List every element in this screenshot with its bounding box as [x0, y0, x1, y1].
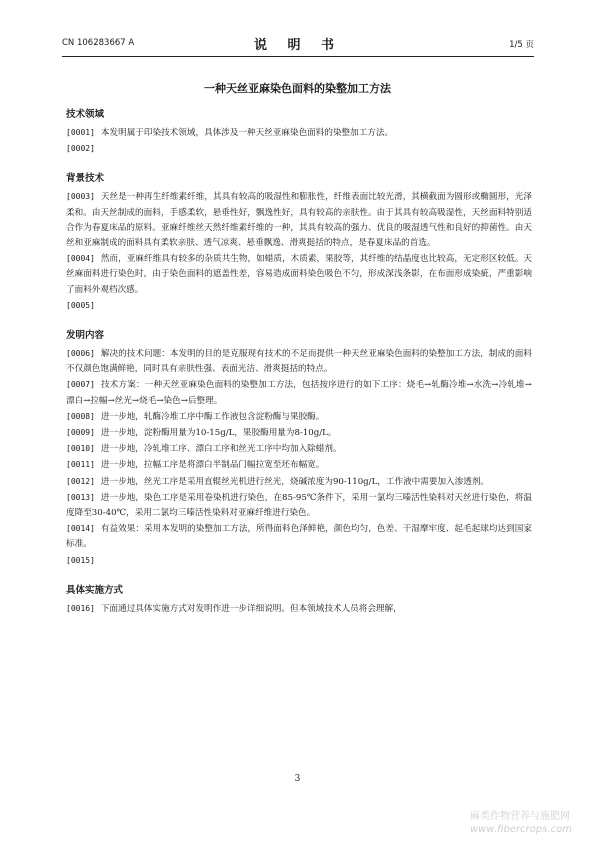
paragraph-number: [0010]	[66, 444, 95, 454]
site-watermark	[470, 811, 590, 836]
paragraph-number: [0008]	[66, 411, 95, 421]
paragraph-number: [0007]	[66, 380, 95, 390]
paragraph-text: 进一步地，拉幅工序是将漂白半制品门幅拉宽至坯布幅宽。	[100, 460, 325, 471]
section-heading-summary: 发明内容	[66, 330, 105, 342]
paragraph-0011	[66, 457, 532, 473]
publication-number: CN 106283667 A	[62, 38, 135, 48]
paragraph-text: 有益效果：采用本发明的染整加工方法，所得面料色泽鲜艳，颜色均匀，色差、干湿摩牢度、起毛起球均达到国家标准。	[66, 524, 532, 550]
paragraph-0010	[66, 441, 532, 457]
paragraph-0007	[66, 377, 532, 408]
page-header	[62, 36, 534, 52]
paragraph-0002	[66, 141, 532, 157]
paragraph-text: 技术方案：一种天丝亚麻染色面料的染整加工方法，包括按序进行的如下工序：烧毛→轧酶冷堆→水洗→冷轧堆→漂白→拉幅→丝光→烧毛→染色→后整理。	[66, 380, 532, 406]
paragraph-text: 进一步地，轧酶冷堆工序中酶工作液包含淀粉酶与果胶酶。	[100, 411, 325, 422]
paragraph-0013	[66, 490, 532, 521]
paragraph-0001	[66, 125, 532, 141]
paragraph-number: [0016]	[66, 603, 95, 613]
paragraph-text: 进一步地，淀粉酶用量为10-15g/L，果胶酶用量为8-10g/L。	[100, 428, 337, 439]
paragraph-number: [0015]	[66, 555, 95, 565]
paragraph-0014	[66, 521, 532, 552]
section-heading-embodiment: 具体实施方式	[66, 584, 124, 596]
paragraph-text: 然而，亚麻纤维具有较多的杂质共生物，如蜡质，木质素，果胶等，其纤维的结晶度也比较高，无定形区较低。天丝麻面料进行染色时，由于染色面料的遮盖性差，容易造成面料染色吸色不匀，形成深浅条影，在布面形成染疵，严重影响了面料外观档次感。	[66, 254, 532, 295]
paragraph-0003	[66, 189, 532, 251]
paragraph-0008	[66, 409, 532, 425]
paragraph-0016	[66, 601, 532, 617]
paragraph-text: 解决的技术问题：本发明的目的是克服现有技术的不足而提供一种天丝亚麻染色面料的染整加工方法，制成的面料不仅颜色饱满鲜艳，同时具有亲肤性强、表面光洁、滑爽挺括的特点。	[66, 349, 532, 375]
paragraph-text: 进一步地，冷轧堆工序、漂白工序和丝光工序中均加入除蜡剂。	[100, 444, 342, 455]
paragraph-text: 本发明属于印染技术领域，具体涉及一种天丝亚麻染色面料的染整加工方法。	[100, 128, 394, 138]
paragraph-0012	[66, 474, 532, 490]
paragraph-0005	[66, 298, 532, 314]
paragraph-number: [0013]	[66, 492, 95, 502]
watermark-url: www.fibercrops.com	[470, 824, 572, 835]
paragraph-0015	[66, 553, 532, 569]
watermark-name: 麻类作物营养与施肥网	[470, 811, 570, 822]
paragraph-number: [0001]	[66, 128, 95, 137]
paragraph-number: [0005]	[66, 300, 95, 310]
section-heading-tech-field: 技术领域	[66, 109, 105, 120]
paragraph-text: 进一步地，染色工序是采用卷染机进行染色，在85-95℃条件下，采用一氯均三嗪活性染料对天丝进行染色，将温度降至30-40℃，采用二氯均三嗪活性染料对亚麻纤维进行染色。	[66, 492, 532, 519]
paragraph-0006	[66, 346, 532, 377]
paragraph-number: [0006]	[66, 349, 95, 359]
paragraph-number: [0011]	[66, 460, 95, 470]
paragraph-number: [0012]	[66, 476, 95, 486]
paragraph-0004	[66, 251, 532, 298]
paragraph-number: [0014]	[66, 524, 95, 534]
paragraph-number: [0003]	[66, 192, 95, 202]
page-number: 3	[294, 774, 301, 784]
paragraph-text: 天丝是一种再生纤维素纤维，其具有较高的吸湿性和膨胀性，纤维表面比较光滑，其横截面为圆形或椭圆形，光泽柔和。由天丝制成的面料，手感柔软，悬垂性好，飘逸性好，具有较高的亲肤性。由于其具有较高吸湿性，天丝面料特别适合作为春夏床品的原料。亚麻纤维丝天然纤维素纤维的一种，其具有较高的强力、优良的吸湿透气性和良好的抑菌性。由天丝和亚麻制成的面料具有柔软亲肤、透气凉爽、悬垂飘逸、滑爽挺括的特点，是春夏床品的首选。	[66, 192, 532, 249]
paragraph-0009	[66, 425, 532, 441]
header-divider	[62, 56, 534, 57]
document-body	[66, 108, 532, 617]
paragraph-number: [0004]	[66, 254, 95, 264]
paragraph-text: 下面通过具体实施方式对发明作进一步详细说明。但本领域技术人员将会理解，	[100, 603, 402, 614]
document-type-title: 说 明 书	[253, 38, 343, 53]
paragraph-number: [0002]	[66, 144, 95, 154]
paragraph-number: [0009]	[66, 428, 95, 438]
page-indicator: 1/5 页	[509, 40, 534, 50]
section-heading-background: 背景技术	[66, 173, 105, 185]
paragraph-text: 进一步地，丝光工序是采用直辊丝光机进行丝光，烧碱浓度为90-110g/L，工作液中需要加入渗透剂。	[100, 476, 490, 487]
invention-title: 一种天丝亚麻染色面料的染整加工方法	[204, 82, 391, 95]
